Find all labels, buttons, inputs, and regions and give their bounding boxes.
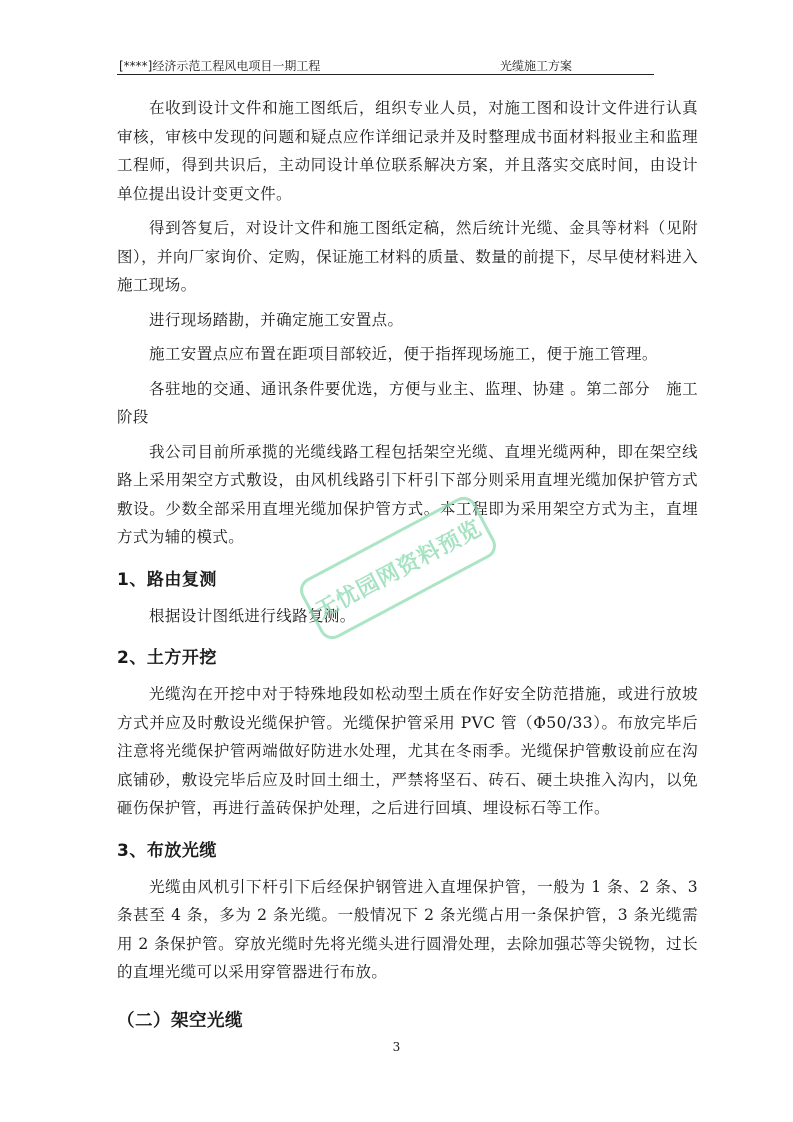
paragraph: 光缆由风机引下杆引下后经保护钢管进入直埋保护管，一般为 1 条、2 条、3 条甚至 4 条，多为 2 条光缆。一般情况下 2 条光缆占用一条保护管，3 条光缆需用 2 条保护管。穿放光缆时先将光缆头进行圆滑处理，去除加强芯等尖锐物，过长的直埋光缆可以采用穿管器进行布放。 (117, 877, 698, 981)
paragraph: 得到答复后，对设计文件和施工图纸定稿，然后统计光缆、金具等材料（见附图），并向厂家询价、定购，保证施工材料的质量、数量的前提下，尽早使材料进入施工现场。 (117, 219, 698, 294)
paragraph: 各驻地的交通、通讯条件要优选，方便与业主、监理、协建 。第二部分 施工阶段 (117, 379, 698, 426)
watermark-text: 无忧园网资料预览 (312, 515, 487, 625)
section-heading-cable-laying: 3、布放光缆 (117, 840, 217, 861)
page-number: 3 (392, 1040, 401, 1054)
paragraph: 光缆沟在开挖中对于特殊地段如松动型土质在作好安全防范措施，或进行放坡方式并应及时敷设光缆保护管。光缆保护管采用 PVC 管（Φ50/33）。布放完毕后注意将光缆保护管两端做好防进水处理，尤其在冬雨季。光缆保护管敷设前应在沟底铺砂，敷设完毕后应及时回土细土，严禁将坚石、砖石、硬土块推入沟内，以免砸伤保护管，再进行盖砖保护处理，之后进行回填、埋设标石等工作。 (117, 685, 698, 817)
paragraph: 进行现场踏勘，并确定施工安置点。 (149, 310, 404, 329)
section-heading-route-survey: 1、路由复测 (117, 569, 217, 590)
paragraph: 在收到设计文件和施工图纸后，组织专业人员，对施工图和设计文件进行认真审核，审核中发现的问题和疑点应作详细记录并及时整理成书面材料报业主和监理工程师，得到共识后，主动同设计单位联系解决方案，并且落实交底时间，由设计单位提出设计变更文件。 (117, 99, 698, 203)
paragraph: 施工安置点应布置在距项目部较近，便于指挥现场施工，便于施工管理。 (149, 345, 658, 363)
paragraph: 根据设计图纸进行线路复测。 (149, 606, 356, 625)
paragraph: 我公司目前所承揽的光缆线路工程包括架空光缆、直埋光缆两种，即在架空线路上采用架空方式敷设，由风机线路引下杆引下部分则采用直埋光缆加保护管方式敷设。少数全部采用直埋光缆加保护管方式。本工程即为采用架空方式为主，直埋方式为辅的模式。 (117, 442, 698, 546)
header-document-title: 光缆施工方案 (500, 59, 573, 73)
section-heading-earthwork: 2、土方开挖 (117, 648, 217, 668)
document-body (117, 94, 698, 1035)
header-project-name: [****]经济示范工程风电项目一期工程 (119, 59, 321, 73)
subsection-heading-aerial-cable: （二）架空光缆 (117, 1010, 243, 1031)
page-header (117, 54, 654, 75)
